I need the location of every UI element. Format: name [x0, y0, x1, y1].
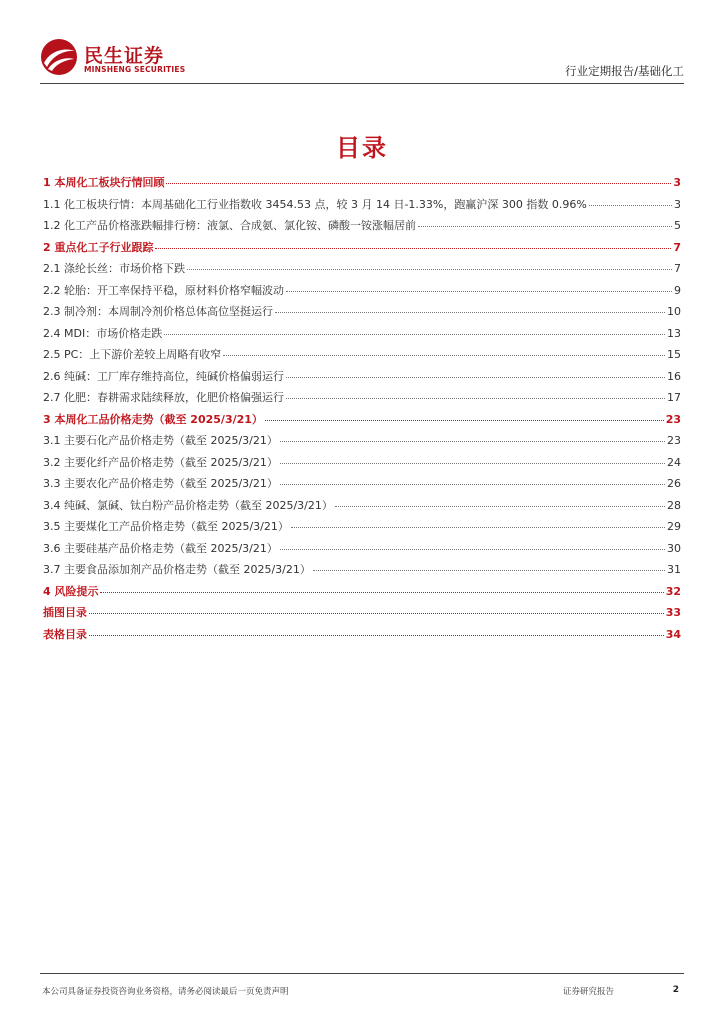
toc-dot-leader: [280, 463, 665, 464]
page-number: 2: [672, 985, 679, 995]
toc-entry-label: 2 重点化工子行业跟踪: [43, 240, 154, 254]
toc-dot-leader: [280, 441, 665, 442]
toc-dot-leader: [89, 613, 664, 614]
toc-entry-page: 5: [674, 219, 681, 232]
minsheng-logo-icon: [40, 38, 78, 76]
toc-subsection-entry[interactable]: [43, 346, 681, 368]
toc-entry-label: 3.2 主要化纤产品价格走势（截至 2025/3/21）: [43, 455, 278, 469]
toc-subsection-entry[interactable]: [43, 260, 681, 282]
toc-entry-page: 9: [674, 283, 681, 297]
toc-entry-label: 1 本周化工板块行情回顾: [43, 176, 165, 189]
toc-dot-leader: [313, 570, 665, 571]
footer-divider: [40, 973, 684, 974]
toc-subsection-entry[interactable]: [43, 497, 681, 519]
toc-entry-label: 表格目录: [43, 627, 87, 641]
toc-entry-page: 24: [667, 455, 681, 469]
toc-subsection-entry[interactable]: [43, 432, 681, 454]
toc-subsection-entry[interactable]: [43, 217, 681, 239]
toc-subsection-entry[interactable]: [43, 196, 681, 218]
toc-entry-page: 29: [667, 520, 681, 533]
toc-dot-leader: [166, 183, 671, 184]
toc-dot-leader: [286, 377, 665, 378]
toc-entry-page: 31: [667, 563, 681, 576]
toc-section-entry[interactable]: [43, 583, 681, 605]
toc-dot-leader: [265, 420, 664, 421]
toc-entry-label: 2.6 纯碱：工厂库存维持高位，纯碱价格偏弱运行: [43, 369, 284, 383]
toc-subsection-entry[interactable]: [43, 303, 681, 325]
toc-entry-page: 10: [667, 305, 681, 318]
toc-entry-label: 4 风险提示: [43, 584, 99, 598]
report-category: 行业定期报告/基础化工: [565, 64, 684, 78]
toc-entry-label: 插图目录: [43, 606, 87, 619]
toc-dot-leader: [187, 269, 672, 270]
toc-subsection-entry[interactable]: [43, 454, 681, 476]
toc-entry-label: 1.2 化工产品价格涨跌幅排行榜：液氯、合成氨、氯化铵、磷酸一铵涨幅居前: [43, 219, 416, 232]
header-divider: [40, 83, 684, 84]
toc-entry-page: 23: [667, 434, 681, 447]
toc-entry-page: 7: [673, 240, 681, 254]
toc-subsection-entry[interactable]: [43, 475, 681, 497]
toc-entry-page: 7: [674, 262, 681, 275]
toc-entry-label: 3.5 主要煤化工产品价格走势（截至 2025/3/21）: [43, 520, 289, 533]
toc-dot-leader: [335, 506, 665, 507]
toc-dot-leader: [280, 549, 665, 550]
toc-entry-label: 3.6 主要硅基产品价格走势（截至 2025/3/21）: [43, 541, 278, 555]
toc-dot-leader: [286, 291, 672, 292]
toc-dot-leader: [286, 398, 665, 399]
toc-entry-page: 26: [667, 477, 681, 490]
toc-entry-label: 3.1 主要石化产品价格走势（截至 2025/3/21）: [43, 434, 278, 447]
toc-subsection-entry[interactable]: [43, 325, 681, 347]
toc-dot-leader: [280, 484, 665, 485]
toc-entry-label: 2.5 PC：上下游价差较上周略有收窄: [43, 348, 222, 361]
toc-entry-page: 32: [665, 584, 681, 598]
toc-dot-leader: [589, 205, 672, 206]
toc-entry-label: 2.2 轮胎：开工率保持平稳，原材料价格窄幅波动: [43, 283, 284, 297]
toc-section-entry[interactable]: [43, 239, 681, 261]
toc-subsection-entry[interactable]: [43, 389, 681, 411]
toc-entry-page: 23: [665, 412, 681, 426]
toc-entry-label: 3.7 主要食品添加剂产品价格走势（截至 2025/3/21）: [43, 563, 311, 576]
logo-english-name: MINSHENG SECURITIES: [84, 65, 186, 74]
toc-dot-leader: [100, 592, 663, 593]
toc-entry-label: 2.4 MDI：市场价格走跌: [43, 326, 163, 340]
toc-subsection-entry[interactable]: [43, 561, 681, 583]
toc-entry-label: 3.3 主要农化产品价格走势（截至 2025/3/21）: [43, 477, 278, 490]
footer-disclaimer: 本公司具备证券投资咨询业务资格，请务必阅读最后一页免责声明: [42, 987, 289, 997]
toc-title: 目录: [336, 134, 388, 162]
toc-entry-page: 30: [667, 541, 681, 555]
page-header: [40, 38, 684, 84]
toc-subsection-entry[interactable]: [43, 368, 681, 390]
toc-entry-page: 3: [674, 197, 681, 211]
toc-entry-page: 16: [667, 369, 681, 383]
toc-section-entry[interactable]: [43, 411, 681, 433]
toc-entry-page: 28: [667, 498, 681, 512]
toc-dot-leader: [155, 248, 671, 249]
toc-subsection-entry[interactable]: [43, 540, 681, 562]
toc-dot-leader: [89, 635, 664, 636]
company-logo: [40, 38, 200, 78]
toc-dot-leader: [275, 312, 665, 313]
toc-entry-label: 2.3 制冷剂：本周制冷剂价格总体高位坚挺运行: [43, 305, 273, 318]
toc-section-entry[interactable]: [43, 604, 681, 626]
toc-section-entry[interactable]: [43, 174, 681, 196]
toc-entry-label: 2.1 涤纶长丝：市场价格下跌: [43, 262, 185, 275]
toc-entry-label: 2.7 化肥：春耕需求陆续释放，化肥价格偏强运行: [43, 391, 284, 404]
toc-entry-page: 13: [667, 326, 681, 340]
toc-entry-page: 15: [667, 348, 681, 361]
toc-dot-leader: [418, 226, 672, 227]
footer-report-type: 证券研究报告: [563, 987, 615, 997]
toc-dot-leader: [164, 334, 665, 335]
toc-entry-page: 34: [665, 627, 681, 641]
logo-chinese-name: 民生证券: [84, 45, 165, 67]
toc-entry-label: 3 本周化工品价格走势（截至 2025/3/21）: [43, 412, 263, 426]
toc-section-entry[interactable]: [43, 626, 681, 648]
toc-dot-leader: [223, 355, 665, 356]
toc-dot-leader: [291, 527, 665, 528]
toc-subsection-entry[interactable]: [43, 282, 681, 304]
toc-entry-label: 3.4 纯碱、氯碱、钛白粉产品价格走势（截至 2025/3/21）: [43, 498, 333, 512]
table-of-contents: [43, 174, 681, 647]
toc-entry-page: 33: [665, 606, 681, 619]
toc-entry-page: 3: [673, 176, 681, 189]
toc-entry-page: 17: [667, 391, 681, 404]
toc-entry-label: 1.1 化工板块行情：本周基础化工行业指数收 3454.53 点，较 3 月 14 日-1.33%，跑赢沪深 300 指数 0.96%: [43, 197, 587, 211]
toc-subsection-entry[interactable]: [43, 518, 681, 540]
